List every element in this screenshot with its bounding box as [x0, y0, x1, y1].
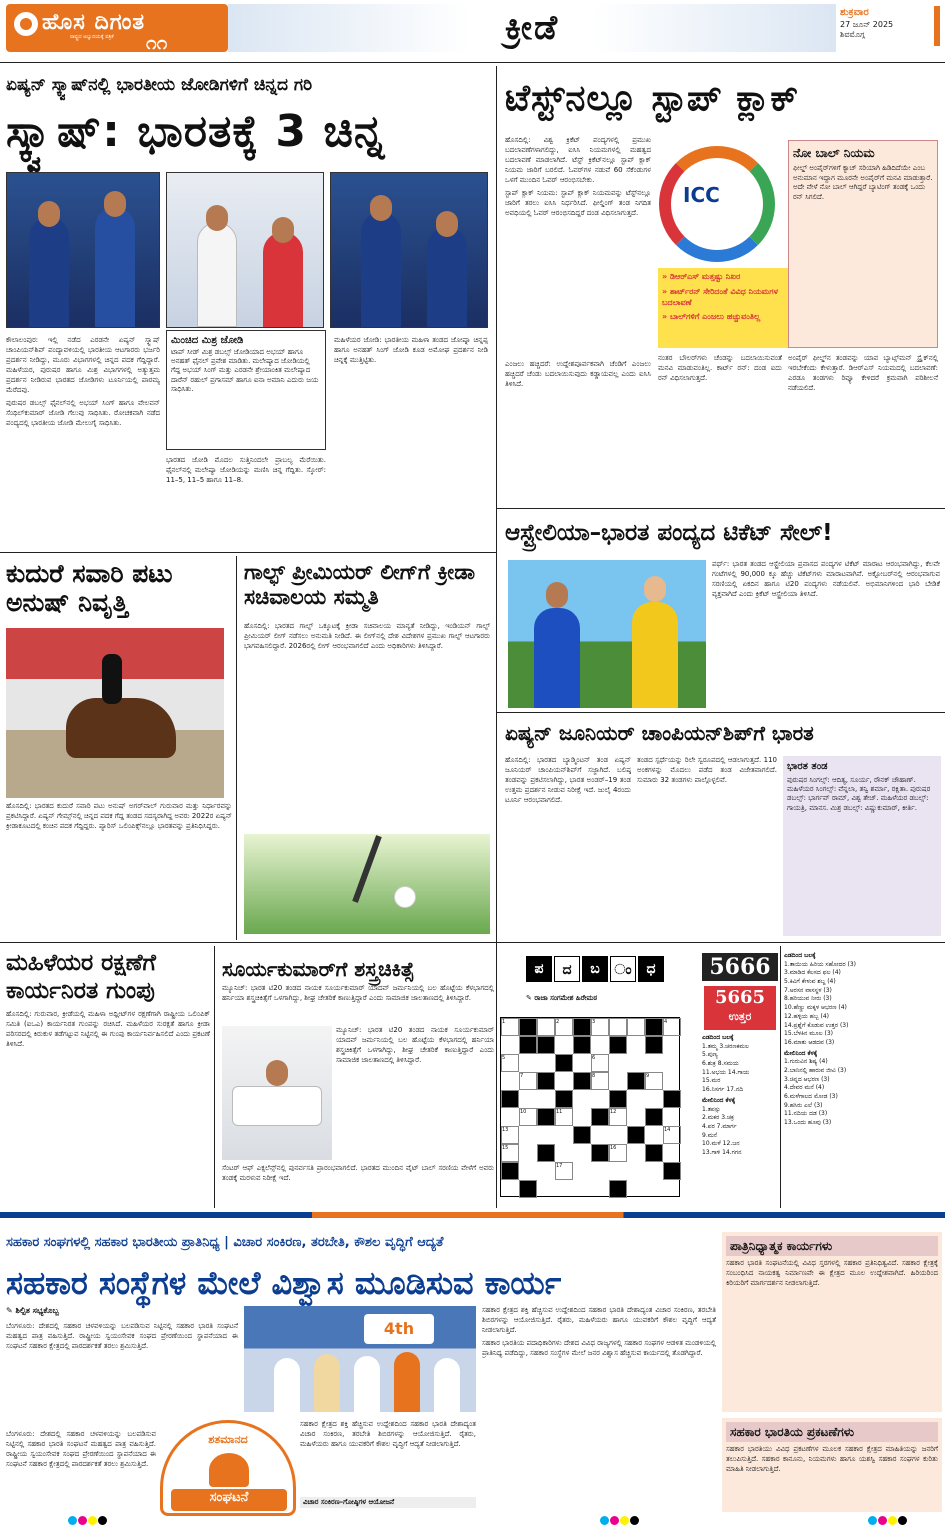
golf-photo[interactable] [244, 834, 490, 934]
clue-item: 1.ಗುರುವಿನ ಶಿಷ್ಯ (4) [784, 1058, 828, 1066]
black-dot [98, 1516, 107, 1525]
cooperative-text-4: ಸಹಕಾರ ಭಾರತಿಯ ಪದಾಧಿಕಾರಿಗಳು ದೇಶದ ವಿವಿಧ ರಾಜ್ಯಗಳಲ್ಲಿ ಸಹಕಾರ ಸಂಘಗಳ ಆಡಳಿತ ಮಂಡಳಿಯಲ್ಲಿ ಪ್ರಾತಿನಿಧ್ಯ ಪಡೆದಿದ್ದು, ಸಹಕಾರ ಸಂಸ್ಥೆಗಳ ಮೇಲೆ ಜನರ ವಿಶ್ವಾಸ ಹೆಚ್ಚಿಸುವ ಕಾರ್ಯದಲ್ಲಿ ತೊಡಗಿದ್ದಾರೆ. [482, 1338, 716, 1357]
dateline-city: ಶಿವಮೊಗ್ಗ [840, 30, 865, 40]
crossword-block [591, 1144, 609, 1162]
answer-item: 6.ಶುಕ್ರ 8.ಸಮಯ [702, 1060, 739, 1068]
horse-text: ಹೊಸದಿಲ್ಲಿ: ಭಾರತದ ಕುದುರೆ ಸವಾರಿ ಪಟು ಅನುಷ್ ಅಗರ್‌ವಾಲ್ ಗುರುವಾರ ಮತ್ತು ನಿರ್ಧಾರವನ್ನು ಪ್ರಕಟಿಸಿದ್ದಾರೆ. ಏಷ್ಯನ್ ಗೇಮ್ಸ್‌ನಲ್ಲಿ ಚಿನ್ನದ ಪದಕ ಗೆದ್ದ ತಂಡದ ಸದಸ್ಯರಾಗಿದ್ದ ಅವರು 2022ರ ಏಷ್ಯನ್ ಕ್ರೀಡಾಕೂಟದಲ್ಲಿ ಕಂಚಿನ ಪದಕ ಗೆದ್ದಿದ್ದರು. ಪ್ಯಾರಿಸ್ ಒಲಿಂಪಿಕ್ಸ್‌ನಲ್ಲೂ ಭಾರತವನ್ನು ಪ್ರತಿನಿಧಿಸಿದ್ದರು. [6, 802, 232, 830]
india-team-list: ಪುರುಷರ ಸಿಂಗಲ್ಸ್: ಆದಿತ್ಯ, ಸೂರ್ಯ, ರೌನಕ್ ಚೌಹಾಣ್. ಮಹಿಳೆಯರ ಸಿಂಗಲ್ಸ್: ವೆನ್ನಲಾ, ತನ್ವಿ ಶರ್ಮಾ, ರಕ್ಷಿತಾ. ಪುರುಷರ ಡಬಲ್ಸ್: ಭಾರ್ಗವ್ ರಾಮ್, ವಿಶ್ವ ತೇಜ್. ಮಹಿಳೆಯರ ಡಬಲ್ಸ್: ಗಾಯತ್ರಿ, ಮಾನಸ. ಮಿಶ್ರ ಡಬಲ್ಸ್: ವಿಷ್ಣುಕುಮಾರ್, ಕೀರ್ತಿ. [787, 775, 931, 812]
crossword-cell[interactable]: 7 [519, 1072, 537, 1090]
black-dot [898, 1516, 907, 1525]
answers-down-title: ಮೇಲಿನಿಂದ ಕೆಳಕ್ಕೆ [702, 1096, 736, 1104]
squash-photo-2[interactable] [166, 172, 324, 328]
yellow-dot [620, 1516, 629, 1525]
answer-item: 1.ತಪಸ್ಸು [702, 1105, 721, 1113]
crossword-cell[interactable]: 4 [663, 1018, 681, 1036]
squash-body-text: ಕೌಲಾಲಂಪುರ: ಇಲ್ಲಿ ನಡೆದ ಎರಡನೇ ಏಷ್ಯನ್ ಸ್ಕ್ವಾಷ್ ಚಾಂಪಿಯನ್‌ಶಿಪ್ ಪಂದ್ಯಾವಳಿಯಲ್ಲಿ ಭಾರತೀಯ ಆಟಗಾರರು ಭರ್ಜರಿ ಪ್ರದರ್ಶನ ನೀಡಿದ್ದು, ಮೂರು ವಿಭಾಗಗಳಲ್ಲಿ ಚಿನ್ನದ ಪದಕ ಗೆದ್ದಿದ್ದಾರೆ. ಮಹಿಳೆಯರ, ಪುರುಷರ ಹಾಗೂ ಮಿಶ್ರ ವಿಭಾಗಗಳಲ್ಲಿ ಅತ್ಯುತ್ತಮ ಪ್ರದರ್ಶನ ನೀಡಿರುವ ಭಾರತದ ಜೋಡಿಗಳು ಟೂರ್ನಿಯಲ್ಲಿ ಪಾರಮ್ಯ ಮೆರೆದವು. [6, 336, 160, 394]
clue-item: 10.ಹೆಣ್ಣು ಮಕ್ಕಳ ಆಭರಣ (4) [784, 1004, 847, 1012]
mixed-pair-caption [166, 330, 326, 450]
crossword-block [519, 1018, 537, 1036]
rule-item [662, 272, 786, 283]
crossword-cell[interactable]: 14 [663, 1126, 681, 1144]
player-figure [29, 217, 69, 327]
crossword-block [609, 1180, 627, 1198]
column-divider [214, 946, 215, 1208]
dateline [840, 6, 940, 41]
puzzle-clues [784, 952, 940, 1128]
crossword-block [501, 1090, 519, 1108]
section-banner [228, 4, 836, 52]
masthead [0, 0, 945, 58]
crossword-block [609, 1090, 627, 1108]
cooperative-text-1: ಬೆಂಗಳೂರು: ದೇಶದಲ್ಲಿ ಸಹಕಾರ ಚಳವಳಿಯನ್ನು ಬಲಪಡಿಸುವ ನಿಟ್ಟಿನಲ್ಲಿ ಸಹಕಾರ ಭಾರತಿ ಸಂಘಟನೆ ಮಹತ್ವದ ಪಾತ್ರ ವಹಿಸುತ್ತಿದೆ. ರಾಷ್ಟ್ರೀಯ ಸ್ವಯಂಸೇವಕ ಸಂಘದ ಪ್ರೇರಣೆಯಿಂದ ಸ್ಥಾಪನೆಯಾದ ಈ ಸಂಘಟನೆ ಸಹಕಾರ ಕ್ಷೇತ್ರದಲ್ಲಿ ಪಾರದರ್ಶಕತೆ ತರಲು ಶ್ರಮಿಸುತ್ತಿದೆ. [6, 1322, 238, 1350]
arrow-icon: » [662, 312, 668, 322]
squash-body-col-2 [166, 456, 326, 546]
crossword-block [519, 1180, 537, 1198]
page-number: ೧೧ [146, 32, 168, 54]
clues-down-title: ಮೇಲಿನಿಂದ ಕೆಳಕ್ಕೆ [784, 1049, 818, 1057]
box-title: ಸಹಕಾರ ಭಾರತಿಯ ಪ್ರಕಟಣೆಗಳು [726, 1422, 938, 1442]
dignitary-figure [434, 1358, 460, 1412]
crossword-block [663, 1162, 681, 1180]
asian-junior-body-col-1 [505, 756, 631, 934]
player-head [104, 191, 126, 217]
horse-body [6, 802, 232, 936]
test-body-col-1 [505, 136, 651, 356]
print-color-marks [600, 1516, 640, 1526]
clue-item: 14.ಪ್ರಶ್ನೆಗೆ ಕೊಡುವ ಉತ್ತರ (3) [784, 1021, 849, 1029]
clue-item: 2.ಬಾನಿನಲ್ಲಿ ಹಾರುವ ಜೀವಿ (3) [784, 1066, 847, 1074]
surya-headline[interactable]: ಸೂರ್ಯಕುಮಾರ್‌ಗೆ ಶಸ್ತ್ರಚಿಕಿತ್ಸೆ [222, 957, 415, 981]
badge-top-text: ಶತಮಾನದ [208, 1433, 248, 1446]
player-figure [427, 227, 467, 327]
answer-item: 16.ನಿಸರ್ಗ 17.ನದಿ [702, 1086, 744, 1094]
crossword-block [573, 1036, 591, 1054]
column-divider [236, 556, 237, 940]
clue-item: 12.ಹಳ್ಳಿಯ ಹಬ್ಬ (4) [784, 1012, 829, 1020]
golf-club [352, 835, 382, 903]
title-tile: ಬ [582, 956, 608, 982]
horse-figure [66, 698, 176, 758]
squash-body-col-1 [6, 336, 160, 546]
player-head [644, 576, 666, 602]
test-body-text: ಹೊಸದಿಲ್ಲಿ: ವಿಶ್ವ ಕ್ರಿಕೆಟ್ ಪಂದ್ಯಗಳಲ್ಲಿ ಪ್ರಮುಖ ಬದಲಾವಣೆಗಳಾಗಲಿದ್ದು, ಐಸಿಸಿ ನಿಯಮಗಳಲ್ಲಿ ಮಹತ್ವದ ಬದಲಾವಣೆ ಮಾಡಲಾಗಿದೆ. ಟೆಸ್ಟ್ ಕ್ರಿಕೆಟ್‌ನಲ್ಲೂ ಸ್ಟಾಪ್ ಕ್ಲಾಕ್ ನಿಯಮ ಜಾರಿಗೆ ಬರಲಿದೆ. ಓವರ್‌ಗಳ ನಡುವೆ 60 ಸೆಕೆಂಡುಗಳ ಒಳಗೆ ಮುಂದಿನ ಓವರ್ ಆರಂಭಿಸಬೇಕು. [505, 136, 651, 184]
player-figure [95, 207, 135, 327]
magenta-dot [78, 1516, 87, 1525]
byline-text: ಶಿಲ್ಪಿತ ಸಭ್ಯಕೊಬ್ಬ [15, 1306, 59, 1315]
crossword-block [645, 1144, 663, 1162]
clue-item: 9.ಹಸಿರು ಎಲೆ (3) [784, 1101, 823, 1109]
women-safety-body [6, 1010, 210, 1206]
crossword-block [645, 1018, 663, 1036]
answer-item: 11.ಅಭಯ 14.ಗಾಯ [702, 1068, 750, 1076]
cooperative-event-photo[interactable] [244, 1306, 476, 1412]
clue-item: 11.ನದಿಯ ದಡ (3) [784, 1110, 828, 1118]
crossword-grid[interactable] [500, 1017, 680, 1197]
arrow-icon: » [662, 272, 668, 281]
yellow-dot [88, 1516, 97, 1525]
crossword-cell[interactable] [537, 1018, 555, 1036]
caption-text: ಟಾಪ್ ಸೀಡ್ ಮಿಶ್ರ ಡಬಲ್ಸ್ ಜೋಡಿಯಾದ ಅಭಯ್ ಹಾಗೂ ಅನಹತ್ ಫೈನಲ್ ಪ್ರವೇಶ ಮಾಡಿತು. ಮಲೇಷ್ಯಾದ ಜೋಡಿಯಲ್ಲಿ ಗೆದ್ದ ಅಭಯ್ ಸಿಂಗ್ ಮತ್ತು ಎರಡನೇ ಶ್ರೇಯಾಂಕಿತ ಮಲೇಷ್ಯಾದ ದಾರೆನ್ ರಹುಲ್ ಪ್ರಗಾಸಮ್ ಹಾಗೂ ಐನಾ ಅಮಾನಿ ಎದುರು ಜಯ ಸಾಧಿಸಿತು. [171, 347, 319, 394]
player-head [272, 217, 294, 243]
crossword-cell[interactable]: 13 [501, 1126, 519, 1144]
clue-item: 8.ಹರಿಯುವ ನೀರು (3) [784, 995, 832, 1003]
aus-india-body [712, 560, 940, 708]
answers-across-title: ಎಡದಿಂದ ಬಲಕ್ಕೆ [702, 1034, 734, 1041]
crossword-block [645, 1036, 663, 1054]
pen-icon: ✎ [6, 1306, 16, 1315]
crossword-block [537, 1072, 555, 1090]
prev-answer-badge [704, 986, 776, 1030]
test-headline[interactable]: ಟೆಸ್ಟ್‌ನಲ್ಲೂ ಸ್ಟಾಪ್ ಕ್ಲಾಕ್ [505, 78, 800, 119]
dignitary-figure [314, 1354, 340, 1412]
golf-ball [394, 886, 416, 908]
magenta-dot [610, 1516, 619, 1525]
noball-body: ಫೀಲ್ಡ್ ಅಂಪೈರ್‌ಗಳಿಗೆ ಕ್ಯಾಚ್ ಸರಿಯಾಗಿ ಹಿಡಿದಿದೆಯೇ ಎಂಬ ಅನುಮಾನ ಇದ್ದಾಗ ಮೂರನೇ ಅಂಪೈರ್‌ಗೆ ಮನವಿ ಮಾಡುತ್ತಾರೆ. ಅದೇ ವೇಳೆ ನೋ ಬಾಲ್ ಆಗಿದ್ದರೆ ಬ್ಯಾಟಿಂಗ್ ತಂಡಕ್ಕೆ ಒಂದು ರನ್ ಸಿಗಲಿದೆ. [793, 164, 933, 201]
rule-text: ಡಿಆರ್‌ಎಸ್ ಮತ್ತಷ್ಟು ನಿಖರ [669, 272, 741, 281]
squash-headline[interactable]: ಸ್ಕ್ವಾಷ್: ಭಾರತಕ್ಕೆ 3 ಚಿನ್ನ [6, 106, 386, 157]
caption-title: ಮಿಂಚಿದ ಮಿಶ್ರ ಜೋಡಿ [171, 335, 244, 346]
player-head [206, 205, 228, 231]
supplement-color-bar [0, 1212, 945, 1218]
section-title: ಕ್ರೀಡೆ [504, 8, 560, 48]
asian-junior-text: ಹೊಸದಿಲ್ಲಿ: ಭಾರತದ ಬ್ಯಾಡ್ಮಿಂಟನ್ ತಂಡ ಏಷ್ಯನ್ ಜೂನಿಯರ್ ಚಾಂಪಿಯನ್‌ಶಿಪ್‌ಗೆ ಸಜ್ಜಾಗಿದೆ. ಬಲಿಷ್ಠ ತಂಡವನ್ನು ಪ್ರಕಟಿಸಲಾಗಿದ್ದು, ಭಾರತ ಅಂಡರ್–19 ತಂಡ ಉತ್ತಮ ಪ್ರದರ್ಶನ ನೀಡುವ ನಿರೀಕ್ಷೆ ಇದೆ. ಜುಲೈ 4ರಂದು ಟೂರ್ನಿ ಆರಂಭವಾಗಲಿದೆ. [505, 756, 631, 804]
test-body-col-3 [788, 354, 938, 500]
squash-kicker[interactable]: ಏಷ್ಯನ್ ಸ್ಕ್ವಾಷ್‌ನಲ್ಲಿ ಭಾರತೀಯ ಜೋಡಿಗಳಿಗೆ ಚಿನ್ನದ ಗರಿ [6, 75, 313, 95]
test-body-col-2 [658, 354, 782, 500]
crossword-block [573, 1126, 591, 1144]
player-head [266, 1060, 288, 1086]
arrow-icon: » [662, 286, 668, 296]
test-body-col-1b [505, 360, 651, 496]
column-divider [496, 946, 497, 1208]
surya-body-col [336, 1026, 494, 1162]
rule-text: ಶಾರ್ಟ್‌ರನ್ ಸೇರಿದಂತೆ ವಿವಿಧ ನಿಯಮಗಳ ಬದಲಾವಣೆ [662, 286, 778, 307]
cooperative-text-3: ಸಹಕಾರ ಕ್ಷೇತ್ರದ ಶಕ್ತಿ ಹೆಚ್ಚಿಸುವ ಉದ್ದೇಶದಿಂದ ಸಹಕಾರ ಭಾರತಿ ದೇಶಾದ್ಯಂತ ವಿಚಾರ ಸಂಕಿರಣ, ತರಬೇತಿ ಶಿಬಿರಗಳನ್ನು ಆಯೋಜಿಸುತ್ತಿದೆ. ರೈತರು, ಮಹಿಳೆಯರು ಹಾಗೂ ಯುವಕರಿಗೆ ಕೌಶಲ ವೃದ್ಧಿಗೆ ಆದ್ಯತೆ ನೀಡಲಾಗುತ್ತಿದೆ. [482, 1306, 716, 1334]
puzzle-author [526, 994, 676, 1003]
dignitary-figure [274, 1358, 300, 1412]
surya-photo[interactable] [222, 1026, 332, 1160]
answer-item: 1.ತಮ್ಮ 3.ಚರಣಕಮಲ [702, 1042, 749, 1050]
squash-body-right: ಮಹಿಳೆಯರ ಜೋಡಿ: ಭಾರತೀಯ ಮಹಿಳಾ ತಂಡದ ಜೋಷ್ನಾ ಚಿನ್ನಪ್ಪ ಹಾಗೂ ಅನಹತ್ ಸಿಂಗ್ ಜೋಡಿ ಕೂಡ ಅಮೋಘ ಪ್ರದರ್ಶನ ನೀಡಿ ಚಿನ್ನಕ್ಕೆ ಮುತ್ತಿಟ್ಟಿತು. [334, 336, 488, 364]
player-figure [632, 602, 678, 708]
test-body-text-2: ಸ್ಟಾಪ್ ಕ್ಲಾಕ್ ನಿಯಮ: ಸ್ಟಾಪ್ ಕ್ಲಾಕ್ ನಿಯಮವನ್ನು ಟೆಸ್ಟ್‌ನಲ್ಲೂ ಜಾರಿಗೆ ತರಲು ಐಸಿಸಿ ನಿರ್ಧರಿಸಿದೆ. ಫೀಲ್ಡಿಂಗ್ ತಂಡ ನಿಗದಿತ ಅವಧಿಯಲ್ಲಿ ಓವರ್ ಆರಂಭಿಸದಿದ್ದರೆ ದಂಡ ವಿಧಿಸಲಾಗುತ್ತದೆ. [505, 188, 651, 217]
rule-item [662, 287, 786, 309]
crossword-block [537, 1108, 555, 1126]
crossword-block [555, 1054, 573, 1072]
padabandha-title-tiles [526, 956, 666, 982]
player-head [546, 582, 568, 608]
crossword-cell[interactable] [609, 1018, 627, 1036]
crossword-cell[interactable]: 3 [591, 1018, 609, 1036]
clue-item: 5.ಕಿವಿಗೆ ಕೇಳುವ ಶಬ್ದ (4) [784, 978, 836, 986]
print-color-marks [68, 1516, 108, 1526]
aus-india-text: ಪರ್ಥ್: ಭಾರತ ತಂಡದ ಆಸ್ಟ್ರೇಲಿಯಾ ಪ್ರವಾಸದ ಪಂದ್ಯಗಳ ಟಿಕೆಟ್ ಮಾರಾಟ ಆರಂಭವಾಗಿದ್ದು, ಕೆಲವೇ ಗಂಟೆಗಳಲ್ಲಿ 90,000 ಕ್ಕೂ ಹೆಚ್ಚು ಟಿಕೆಟ್‌ಗಳು ಮಾರಾಟವಾಗಿವೆ. ಅಕ್ಟೋಬರ್‌ನಲ್ಲಿ ಆರಂಭವಾಗುವ ಸರಣಿಯಲ್ಲಿ ಏಕದಿನ ಹಾಗೂ ಟಿ20 ಪಂದ್ಯಗಳು ನಡೆಯಲಿವೆ. ಅಭಿಮಾನಿಗಳಿಂದ ಭಾರಿ ಬೇಡಿಕೆ ವ್ಯಕ್ತವಾಗಿದೆ ಎಂದು ಕ್ರಿಕೆಟ್ ಆಸ್ಟ್ರೇಲಿಯಾ ತಿಳಿಸಿದೆ. [712, 560, 940, 598]
crossword-block [537, 1036, 555, 1054]
crossword-block [573, 1072, 591, 1090]
box-title: ಪಾತ್ರಿನಿಧ್ಯಾತ್ಮಕ ಕಾರ್ಯಗಳು [726, 1236, 938, 1256]
answer-item: 4.ಪರ 7.ಮಾರ್ಗ [702, 1122, 737, 1130]
publications-box [722, 1418, 942, 1512]
clue-item: 13.ಒಂದು ಹೂವು (3) [784, 1119, 832, 1127]
cooperative-footer-strip: ವಿಚಾರ ಸಂಕಿರಣ–ಗೋಷ್ಠಿಗಳ ಆಯೋಜನೆ [300, 1497, 476, 1508]
crossword-cell[interactable]: 16 [609, 1144, 627, 1162]
crossword-cell[interactable]: 9 [645, 1072, 663, 1090]
rules-highlight-box [658, 268, 790, 348]
section-divider [0, 942, 945, 943]
aus-india-photo[interactable] [508, 560, 706, 708]
player-figure [197, 222, 237, 327]
cyan-dot [868, 1516, 877, 1525]
noball-title: ನೋ ಬಾಲ್ ನಿಯಮ [793, 146, 875, 160]
answer-item: 15.ಮರ [702, 1077, 721, 1085]
crossword-cell[interactable]: 1 [501, 1018, 519, 1036]
asian-junior-body-col-2 [637, 756, 777, 934]
clue-item: 15.ಬೆಳಕಿನ ಮೂಲ (3) [784, 1030, 834, 1038]
horse-headline[interactable]: ಕುದುರೆ ಸವಾರಿ ಪಟು ಅನುಷ್ ನಿವೃತ್ತಿ [6, 559, 173, 617]
crossword-block [537, 1144, 555, 1162]
magenta-dot [878, 1516, 887, 1525]
rule-text: ಬಾಲ್‌ಗಳಿಗೆ ಎಂಜಲು ಹಚ್ಚುವಂತಿಲ್ಲ [669, 312, 761, 322]
umpire-text: ಅಂಪೈರ್ ಫೀಲ್ಡ್‌ನ ತಂಡವನ್ನು ಯಾವ ಬ್ಯಾಟ್ಸ್‌ಮನ್ ಸ್ಟ್ರೈಕ್‌ನಲ್ಲಿ ಇರಬೇಕೆಂದು ಕೇಳುತ್ತಾರೆ. ಡಿಆರ್‌ಎಸ್ ನಿಯಮದಲ್ಲಿ ಬದಲಾವಣೆ: ಎರಡೂ ತಂಡಗಳು ರಿವ್ಯೂ ಕೇಳಿದರೆ ಕ್ರಮವಾಗಿ ಪರಿಶೀಲನೆ ನಡೆಯಲಿದೆ. [788, 354, 938, 392]
cooperative-text-1b: ಬೆಂಗಳೂರು: ದೇಶದಲ್ಲಿ ಸಹಕಾರ ಚಳವಳಿಯನ್ನು ಬಲಪಡಿಸುವ ನಿಟ್ಟಿನಲ್ಲಿ ಸಹಕಾರ ಭಾರತಿ ಸಂಘಟನೆ ಮಹತ್ವದ ಪಾತ್ರ ವಹಿಸುತ್ತಿದೆ. ರಾಷ್ಟ್ರೀಯ ಸ್ವಯಂಸೇವಕ ಸಂಘದ ಪ್ರೇರಣೆಯಿಂದ ಸ್ಥಾಪನೆಯಾದ ಈ ಸಂಘಟನೆ ಸಹಕಾರ ಕ್ಷೇತ್ರದಲ್ಲಿ ಪಾರದರ್ಶಕತೆ ತರಲು ಶ್ರಮಿಸುತ್ತಿದೆ. [6, 1430, 156, 1468]
puzzle-number: 5666 [702, 953, 778, 981]
representative-works-box [722, 1232, 942, 1412]
dignitary-figure [394, 1352, 420, 1412]
asian-junior-text-2: ತಂಡದ ಸ್ಪರ್ಧೆಯನ್ನು ರಿಲೇ ಸ್ವರೂಪದಲ್ಲಿ ಆಡಲಾಗುತ್ತದೆ. 110 ಅಂಕಗಳನ್ನು ಮೊದಲು ಪಡೆದ ತಂಡ ವಿಜೇತವಾಗಲಿದೆ. ಸುಮಾರು 32 ತಂಡಗಳು ಪಾಲ್ಗೊಳ್ಳಲಿವೆ. [637, 756, 777, 784]
answer-item: 5.ಪುಣ್ಯ [702, 1051, 718, 1059]
dignitary-figure [354, 1356, 380, 1412]
player-head [370, 195, 392, 221]
cyan-dot [68, 1516, 77, 1525]
crossword-cell[interactable]: 6 [591, 1054, 609, 1072]
rule-item [662, 312, 786, 323]
badge-bottom-text: ಸಂಘಟನೆ [171, 1489, 287, 1511]
hospital-bed [232, 1086, 322, 1126]
aus-india-headline[interactable]: ಆಸ್ಟ್ರೇಲಿಯಾ–ಭಾರತ ಪಂದ್ಯದ ಟಿಕೆಟ್ ಸೇಲ್! [505, 520, 833, 546]
squash-body-mid: ಭಾರತದ ಜೋಡಿ ಮೊದಲ ಸುತ್ತಿನಿಂದಲೇ ಪ್ರಾಬಲ್ಯ ಮೆರೆಯಿತು. ಫೈನಲ್‌ನಲ್ಲಿ ಮಲೇಷ್ಯಾ ಜೋಡಿಯನ್ನು ಮಣಿಸಿ ಚಿನ್ನ ಗೆದ್ದಿತು. ಸ್ಕೋರ್: 11–5, 11–5 ಹಾಗೂ 11–8. [166, 456, 326, 484]
answer-item: 2.ಮಕರ 3.ಚಕ್ರ [702, 1114, 734, 1122]
noball-box [788, 140, 938, 348]
prev-puzzle-number: 5665 [714, 987, 766, 1008]
clue-item: 6.ಮಳೆಗಾಲದ ಮೋಡ (3) [784, 1093, 838, 1100]
surya-text-col: ಮ್ಯೂನಿಚ್: ಭಾರತ ಟಿ20 ತಂಡದ ನಾಯಕ ಸೂರ್ಯಕುಮಾರ್ ಯಾದವ್ ಜರ್ಮನಿಯಲ್ಲಿ ಬಲ ಹೊಟ್ಟೆಯ ಕೆಳಭಾಗದಲ್ಲಿ ಹರ್ನಿಯಾ ಶಸ್ತ್ರಚಿಕಿತ್ಸೆಗೆ ಒಳಗಾಗಿದ್ದು, ಶೀಘ್ರ ಚೇತರಿಕೆ ಕಾಣುತ್ತಿದ್ದಾರೆ ಎಂದು ಸಾಮಾಜಿಕ ಜಾಲತಾಣದಲ್ಲಿ ತಿಳಿಸಿದ್ದಾರೆ. [336, 1026, 494, 1064]
squash-body-col-3 [334, 336, 488, 546]
cooperative-body-col-1 [6, 1322, 238, 1424]
author-name: ರಾಜಾ ಸಂಗಮೇಶ ಹಿರೇಮಠ [534, 994, 598, 1002]
icc-logo [657, 136, 787, 264]
surya-text: ಮ್ಯೂನಿಚ್: ಭಾರತ ಟಿ20 ತಂಡದ ನಾಯಕ ಸೂರ್ಯಕುಮಾರ್ ಯಾದವ್ ಜರ್ಮನಿಯಲ್ಲಿ ಬಲ ಹೊಟ್ಟೆಯ ಕೆಳಭಾಗದಲ್ಲಿ ಹರ್ನಿಯಾ ಶಸ್ತ್ರಚಿಕಿತ್ಸೆಗೆ ಒಳಗಾಗಿದ್ದು, ಶೀಘ್ರ ಚೇತರಿಕೆ ಕಾಣುತ್ತಿದ್ದಾರೆ ಎಂದು ಸಾಮಾಜಿಕ ಜಾಲತಾಣದಲ್ಲಿ ತಿಳಿಸಿದ್ದಾರೆ. [222, 984, 494, 1002]
answer-item: 9.ಮನೆ [702, 1131, 718, 1139]
icc-logo-text: ICC [683, 183, 720, 207]
masthead-divider [0, 62, 945, 63]
crossword-block [573, 1018, 591, 1036]
horse-photo[interactable] [6, 628, 224, 798]
india-team-title: ಭಾರತ ತಂಡ [787, 761, 828, 772]
centenary-badge [160, 1420, 296, 1516]
box-body: ಸಹಕಾರ ಭಾರತಿ ಸಂಘಟನೆಯಲ್ಲಿ ವಿವಿಧ ಸ್ತರಗಳಲ್ಲಿ ಸಹಕಾರ ಪ್ರತಿನಿಧಿತ್ವವಿದೆ. ಸಹಕಾರ ಕ್ಷೇತ್ರಕ್ಕೆ ಸಂಬಂಧಿಸಿದ ನಾಯಕತ್ವ ನಿರ್ಮಾಣವೇ ಈ ಕ್ಷೇತ್ರದ ಮೂಲ ಉದ್ದೇಶವಾಗಿದೆ. ಹಿರಿಯರಿಂದ ಕಿರಿಯರಿಗೆ ಮಾರ್ಗದರ್ಶನ ನೀಡಲಾಗುತ್ತಿದೆ. [726, 1259, 938, 1288]
cooperative-body-col-3 [482, 1306, 716, 1512]
rider-figure [102, 654, 122, 704]
squash-body-text-2: ಪುರುಷರ ಡಬಲ್ಸ್ ಫೈನಲ್‌ನಲ್ಲಿ ಅಭಯ್ ಸಿಂಗ್ ಹಾಗೂ ವೇಲವನ್ ಸೆಂಥಿಲ್‌ಕುಮಾರ್ ಜೋಡಿ ಗೆಲುವು ಸಾಧಿಸಿತು. ರೋಚಕವಾಗಿ ನಡೆದ ಪಂದ್ಯದಲ್ಲಿ ಭಾರತೀಯ ಜೋಡಿ ಮೇಲುಗೈ ಸಾಧಿಸಿತು. [6, 398, 160, 427]
prev-answers [702, 1034, 778, 1158]
clue-item: 1.ತಾಯಿಯ ಹಿರಿಯ ಸಹೋದರ (3) [784, 960, 857, 968]
title-tile: ಧ [638, 956, 664, 982]
answer-item: 13.ಗಾಳಿ 14.ಗಗನ [702, 1148, 742, 1156]
clue-item: 7.ಅರಸನ ವಾಸಸ್ಥಳ (3) [784, 986, 832, 994]
paper-logo[interactable] [6, 4, 228, 52]
title-tile: ಪ [526, 956, 552, 982]
surya-text-2: ಸೆಂಟರ್ ಆಫ್ ಎಕ್ಸಲೆನ್ಸ್‌ನಲ್ಲಿ ಪುನರ್ವಸತಿ ಪ್ರಾರಂಭವಾಗಲಿದೆ. ಭಾರತದ ಮುಂದಿನ ವೈಟ್ ಬಾಲ್ ಸರಣಿಯ ವೇಳೆಗೆ ಅವರು ತಂಡಕ್ಕೆ ಮರಳುವ ನಿರೀಕ್ಷೆ ಇದೆ. [222, 1164, 494, 1182]
crossword-block [627, 1072, 645, 1090]
cooperative-text-2: ಸಹಕಾರ ಕ್ಷೇತ್ರದ ಶಕ್ತಿ ಹೆಚ್ಚಿಸುವ ಉದ್ದೇಶದಿಂದ ಸಹಕಾರ ಭಾರತಿ ದೇಶಾದ್ಯಂತ ವಿಚಾರ ಸಂಕಿರಣ, ತರಬೇತಿ ಶಿಬಿರಗಳನ್ನು ಆಯೋಜಿಸುತ್ತಿದೆ. ರೈತರು, ಮಹಿಳೆಯರು ಹಾಗೂ ಯುವಕರಿಗೆ ಕೌಶಲ ವೃದ್ಧಿಗೆ ಆದ್ಯತೆ ನೀಡಲಾಗುತ್ತಿದೆ. [300, 1420, 476, 1448]
event-sign: 4th [364, 1314, 434, 1344]
women-safety-text: ಹೊಸದಿಲ್ಲಿ: ಗುರುವಾರ, ಕ್ರೀಡೆಯಲ್ಲಿ ಮಹಿಳಾ ಅಥ್ಲೀಟ್‌ಗಳ ರಕ್ಷಣೆಗಾಗಿ ರಾಷ್ಟ್ರೀಯ ಒಲಿಂಪಿಕ್ ಸಮಿತಿ (ಐಒಎ) ಕಾರ್ಯನಿರತ ಗುಂಪನ್ನು ರಚಿಸಿದೆ. ಮಹಿಳೆಯರ ಸುರಕ್ಷತೆ ಹಾಗೂ ಕ್ರೀಡಾ ಪರಿಸರದಲ್ಲಿ ಕಿರುಕುಳ ತಡೆಗಟ್ಟುವ ನಿಟ್ಟಿನಲ್ಲಿ ಈ ಗುಂಪು ಕಾರ್ಯನಿರ್ವಹಿಸಲಿದೆ ಎಂದು ಪ್ರಕಟಣೆ ತಿಳಿಸಿದೆ. [6, 1010, 210, 1048]
cooperative-kicker[interactable]: ಸಹಕಾರ ಸಂಘಗಳಲ್ಲಿ ಸಹಕಾರ ಭಾರತೀಯ ಪ್ರಾತಿನಿಧ್ಯ | ವಿಚಾರ ಸಂಕಿರಣ, ತರಬೇತಿ, ಕೌಶಲ ವೃದ್ಧಿಗೆ ಆದ್ಯತೆ [6, 1235, 444, 1250]
answer-item: 10.ಮಳೆ 12.ಜನ [702, 1140, 740, 1148]
crossword-cell[interactable]: 12 [609, 1108, 627, 1126]
crossword-block [519, 1036, 537, 1054]
print-color-marks [868, 1516, 908, 1526]
crossword-cell[interactable]: 15 [501, 1144, 519, 1162]
player-head [38, 201, 60, 227]
surya-body-top [222, 984, 494, 1024]
crossword-cell[interactable]: 17 [555, 1162, 573, 1180]
title-tile: ದ [554, 956, 580, 982]
dateline-day: ಶುಕ್ರವಾರ [840, 7, 869, 18]
player-figure [534, 608, 580, 708]
column-divider [496, 66, 497, 946]
player-figure [263, 232, 303, 327]
black-dot [630, 1516, 639, 1525]
group-icon [209, 1453, 249, 1487]
clue-item: 3.ಮಾಡಿದ ಕೆಲಸದ ಫಲ (4) [784, 969, 841, 977]
crossword-cell[interactable]: 2 [555, 1018, 573, 1036]
crossword-block [663, 1090, 681, 1108]
column-divider [780, 946, 781, 1208]
women-safety-headline[interactable]: ಮಹಿಳೆಯರ ರಕ್ಷಣೆಗೆ ಕಾರ್ಯನಿರತ ಗುಂಪು [6, 950, 156, 1004]
section-divider [0, 552, 496, 553]
section-divider [496, 508, 945, 509]
crossword-cell[interactable]: 10 [519, 1108, 537, 1126]
crossword-block [609, 1036, 627, 1054]
crossword-block [645, 1108, 663, 1126]
asian-junior-headline[interactable]: ಏಷ್ಯನ್ ಜೂನಿಯರ್ ಚಾಂಪಿಯನ್‌ಶಿಪ್‌ಗೆ ಭಾರತ [505, 721, 814, 745]
paper-tagline: ರಾಷ್ಟ್ರದ ಅಭ್ಯುದಯಕ್ಕೆ ಪತ್ರಿಕೆ [70, 34, 114, 40]
clue-item: 3.ಚಿನ್ನದ ಆಭರಣ (3) [784, 1075, 830, 1083]
clue-item: 4.ದೇವರ ಮನೆ (4) [784, 1084, 825, 1092]
title-tile: ಂ [610, 956, 636, 982]
yellow-dot [888, 1516, 897, 1525]
golf-headline[interactable]: ಗಾಲ್ಫ್ ಪ್ರೀಮಿಯರ್ ಲೀಗ್‌ಗೆ ಕ್ರೀಡಾ ಸಚಿವಾಲಯ ಸಮ್ಮತಿ [244, 560, 475, 610]
crossword-cell[interactable]: 8 [591, 1072, 609, 1090]
lamp-icon [14, 12, 38, 36]
surya-body-bottom [222, 1164, 494, 1204]
squash-photo-1[interactable] [6, 172, 160, 328]
golf-body [244, 622, 490, 830]
padabandha-title [526, 956, 666, 984]
crossword-cell[interactable]: 11 [555, 1108, 573, 1126]
crossword-cell[interactable]: 5 [501, 1054, 519, 1072]
orange-accent [934, 6, 940, 46]
paper-name: ಹೊಸ ದಿಗಂತ [42, 9, 146, 35]
cooperative-headline[interactable]: ಸಹಕಾರ ಸಂಸ್ಥೆಗಳ ಮೇಲೆ ವಿಶ್ವಾಸ ಮೂಡಿಸುವ ಕಾರ್ಯ [6, 1264, 562, 1302]
pencil-icon: ✎ [526, 994, 535, 1002]
cooperative-body-col-1b [6, 1430, 156, 1510]
player-head [436, 211, 458, 237]
crossword-cell[interactable] [627, 1018, 645, 1036]
clue-item: 16.ಮಾತು ಆಡದವ (3) [784, 1038, 835, 1046]
crossword-block [555, 1090, 573, 1108]
cooperative-body-col-2 [300, 1420, 476, 1494]
squash-photo-3[interactable] [330, 172, 488, 328]
test-body-text-3: ಎಂಜಲು ಹಚ್ಚಿದರೆ: ಉದ್ದೇಶಪೂರ್ವಕವಾಗಿ ಚೆಂಡಿಗೆ ಎಂಜಲು ಹಚ್ಚಿದರೆ ಚೆಂಡು ಬದಲಾಯಿಸುವುದು ಕಡ್ಡಾಯವಲ್ಲ ಎಂದು ಐಸಿಸಿ ತಿಳಿಸಿದೆ. [505, 360, 651, 388]
section-divider [496, 712, 945, 713]
crossword-block [627, 1126, 645, 1144]
cyan-dot [600, 1516, 609, 1525]
india-team-box [783, 756, 941, 936]
cooperative-byline [6, 1306, 238, 1317]
dateline-date: 27 ಜೂನ್ 2025 [840, 19, 894, 29]
player-figure [361, 212, 401, 327]
golf-text: ಹೊಸದಿಲ್ಲಿ: ಭಾರತದ ಗಾಲ್ಫ್ ಒಕ್ಕೂಟಕ್ಕೆ ಕ್ರೀಡಾ ಸಚಿವಾಲಯ ಮಾನ್ಯತೆ ನೀಡಿದ್ದು, ಇಂಡಿಯನ್ ಗಾಲ್ಫ್ ಪ್ರೀಮಿಯರ್ ಲೀಗ್ ನಡೆಸಲು ಅನುಮತಿ ನೀಡಿದೆ. ಈ ಲೀಗ್‌ನಲ್ಲಿ ದೇಶ ವಿದೇಶಗಳ ಪ್ರಮುಖ ಗಾಲ್ಫ್ ಆಟಗಾರರು ಭಾಗವಹಿಸಲಿದ್ದಾರೆ. 2026ರಲ್ಲಿ ಲೀಗ್ ಆರಂಭವಾಗಲಿದೆ ಎಂದು ಅಧಿಕಾರಿಗಳು ತಿಳಿಸಿದ್ದಾರೆ. [244, 622, 490, 650]
crossword-block [591, 1108, 609, 1126]
crossword-block [501, 1162, 519, 1180]
clues-across-title: ಎಡದಿಂದ ಬಲಕ್ಕೆ [784, 952, 816, 959]
test-body-text-4: ನಂತರ ಬೌಲರ್‌ಗಳು ಚೆಂಡನ್ನು ಬದಲಾಯಿಸುವಂತೆ ಮನವಿ ಮಾಡುವಂತಿಲ್ಲ. ಕಾರ್ಟ್ ರನ್: ದಂಡ ಐದು ರನ್ ವಿಧಿಸಲಾಗುತ್ತದೆ. [658, 354, 782, 382]
box-body: ಸಹಕಾರ ಭಾರತಿಯು ವಿವಿಧ ಪ್ರಕಟಣೆಗಳ ಮೂಲಕ ಸಹಕಾರ ಕ್ಷೇತ್ರದ ಮಾಹಿತಿಯನ್ನು ಜನರಿಗೆ ತಲುಪಿಸುತ್ತಿದೆ. ಸಹಕಾರ ಕಾನೂನು, ನಿಯಮಗಳು ಹಾಗೂ ಯಶಸ್ವಿ ಸಹಕಾರ ಸಂಘಗಳ ಕುರಿತು ಮಾಹಿತಿ ನೀಡಲಾಗುತ್ತಿದೆ. [726, 1445, 938, 1474]
prev-puzzle-label: ಉತ್ತರ [728, 1010, 752, 1024]
